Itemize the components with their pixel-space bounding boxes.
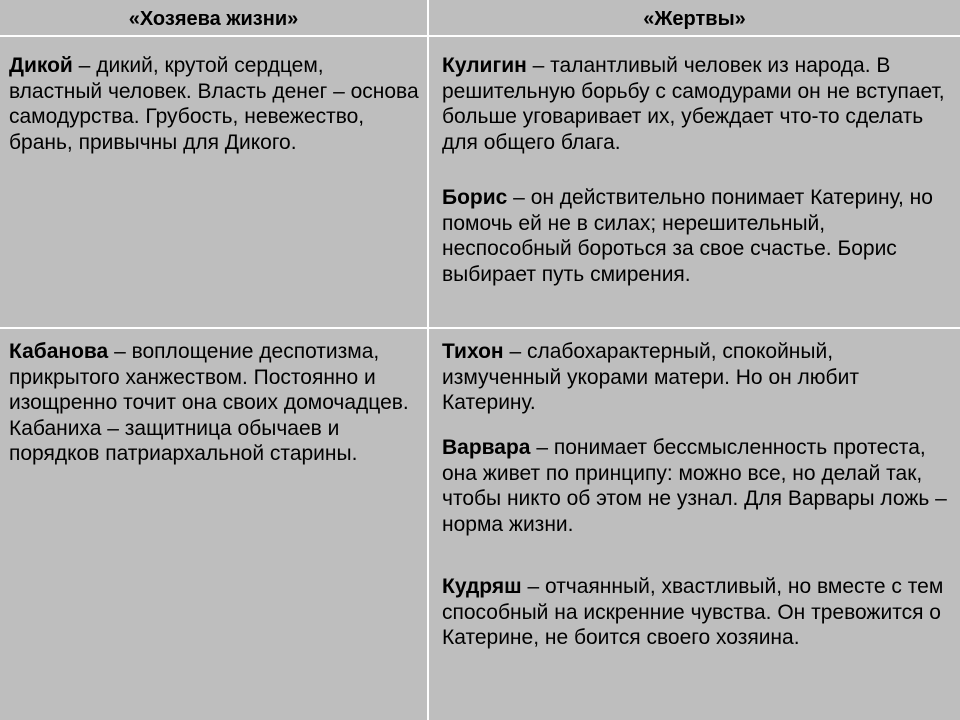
character-description: – воплощение деспотизма, прикрытого ханжеством. Постоянно и изощренно точит она своих домочадцев. Кабаниха – защитница обычаев и порядков патриархальной старины. bbox=[9, 340, 409, 465]
character-boris bbox=[442, 185, 948, 287]
character-kabanova bbox=[9, 339, 419, 467]
character-description: – талантливый человек из народа. В решительную борьбу с самодурами он не вступает, больше уговаривает их, убеждает что-то сделать для общего блага. bbox=[442, 54, 945, 154]
character-kudryash bbox=[442, 574, 948, 651]
column-divider bbox=[427, 0, 429, 720]
character-description: – отчаянный, хвастливый, но вместе с тем способный на искренние чувства. Он тревожится о Катерине, не боится своего хозяина. bbox=[442, 575, 944, 649]
character-varvara bbox=[442, 435, 948, 537]
character-description: – понимает бессмысленность протеста, она живет по принципу: можно все, но делай так, чтобы никто об этом не узнал. Для Варвары ложь – норма жизни. bbox=[442, 436, 947, 536]
character-name: Кулигин bbox=[442, 54, 527, 77]
character-description: – он действительно понимает Катерину, но помочь ей не в силах; нерешительный, неспособный бороться за свое счастье. Борис выбирает путь смирения. bbox=[442, 186, 933, 286]
character-description: – слабохарактерный, спокойный, измученный укорами матери. Но он любит Катерину. bbox=[442, 340, 859, 414]
character-name: Тихон bbox=[442, 340, 504, 363]
character-kuligin bbox=[442, 53, 948, 155]
character-tikhon bbox=[442, 339, 948, 416]
character-name: Кабанова bbox=[9, 340, 109, 363]
character-name: Дикой bbox=[9, 54, 73, 77]
header-masters: «Хозяева жизни» bbox=[128, 8, 299, 30]
character-name: Варвара bbox=[442, 436, 531, 459]
row-divider bbox=[0, 327, 960, 329]
character-name: Кудряш bbox=[442, 575, 522, 598]
character-description: – дикий, крутой сердцем, властный человек. Власть денег – основа самодурства. Грубость, невежество, брань, привычны для Дикого. bbox=[9, 54, 419, 154]
header-divider bbox=[0, 35, 960, 37]
character-name: Борис bbox=[442, 186, 508, 209]
header-victims: «Жертвы» bbox=[643, 8, 746, 30]
character-dikoy bbox=[9, 53, 419, 155]
